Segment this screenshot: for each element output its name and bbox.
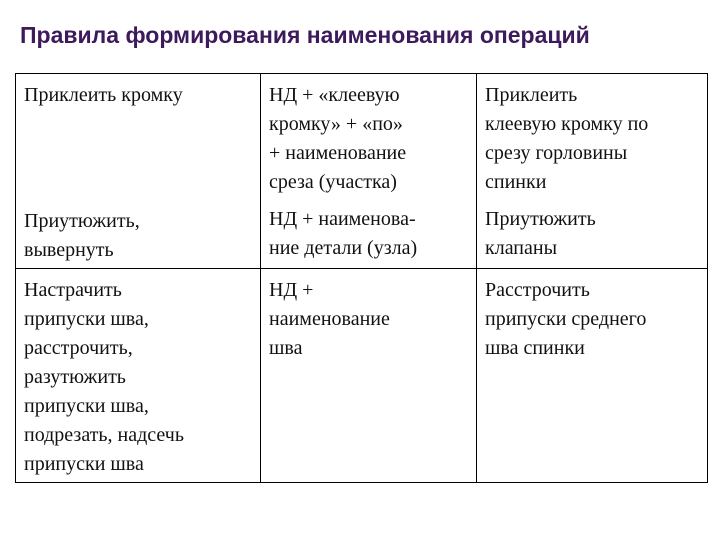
table-cell-example	[477, 269, 708, 483]
table-cell-rule	[261, 74, 477, 202]
cell-text-line: НД + наименова-	[269, 208, 416, 230]
table-cell-rule	[261, 269, 477, 483]
cell-text-line: припуски шва,	[24, 395, 149, 417]
cell-text-line: расстрочить,	[24, 337, 133, 359]
cell-text-line: шва спинки	[485, 337, 585, 359]
cell-text-line: Приутюжить	[485, 208, 596, 230]
cell-text-line: Настрачить	[24, 279, 122, 301]
cell-text-line: Приутюжить,	[24, 210, 140, 232]
cell-text-line: Приклеить	[485, 84, 578, 106]
cell-text-line: Приклеить кромку	[24, 84, 183, 106]
cell-text-line: клеевую кромку по	[485, 113, 649, 135]
cell-text-line: НД + «клеевую	[269, 84, 400, 106]
table-row	[16, 201, 708, 269]
operations-table	[15, 73, 708, 483]
cell-text-line: срезу горловины	[485, 142, 628, 164]
cell-text-line: Расстрочить	[485, 279, 590, 301]
cell-text-line: разутюжить	[24, 366, 126, 388]
cell-text-line: ние детали (узла)	[269, 237, 418, 259]
page-title: Правила формирования наименования операций	[20, 22, 590, 48]
cell-text-line: шва	[269, 337, 303, 359]
cell-text-line: спинки	[485, 171, 547, 193]
cell-text-line: кромку» + «по»	[269, 113, 403, 135]
cell-text-line: припуски шва	[24, 453, 144, 475]
cell-text-line: НД +	[269, 279, 314, 301]
table-cell-operation	[16, 269, 261, 483]
table-cell-operation	[16, 74, 261, 202]
cell-text-line: припуски среднего	[485, 308, 647, 330]
cell-text-line: среза (участка)	[269, 171, 397, 193]
cell-text-line: припуски шва,	[24, 308, 149, 330]
table-row	[16, 269, 708, 483]
cell-text-line: подрезать, надсечь	[24, 424, 184, 446]
table-cell-example	[477, 201, 708, 269]
cell-text-line: клапаны	[485, 237, 558, 259]
table-cell-operation	[16, 201, 261, 269]
table-cell-example	[477, 74, 708, 202]
table-row	[16, 74, 708, 202]
cell-text-line: вывернуть	[24, 239, 114, 261]
cell-text-line: наименование	[269, 308, 390, 330]
cell-text-line: + наименование	[269, 142, 407, 164]
table-cell-rule	[261, 201, 477, 269]
